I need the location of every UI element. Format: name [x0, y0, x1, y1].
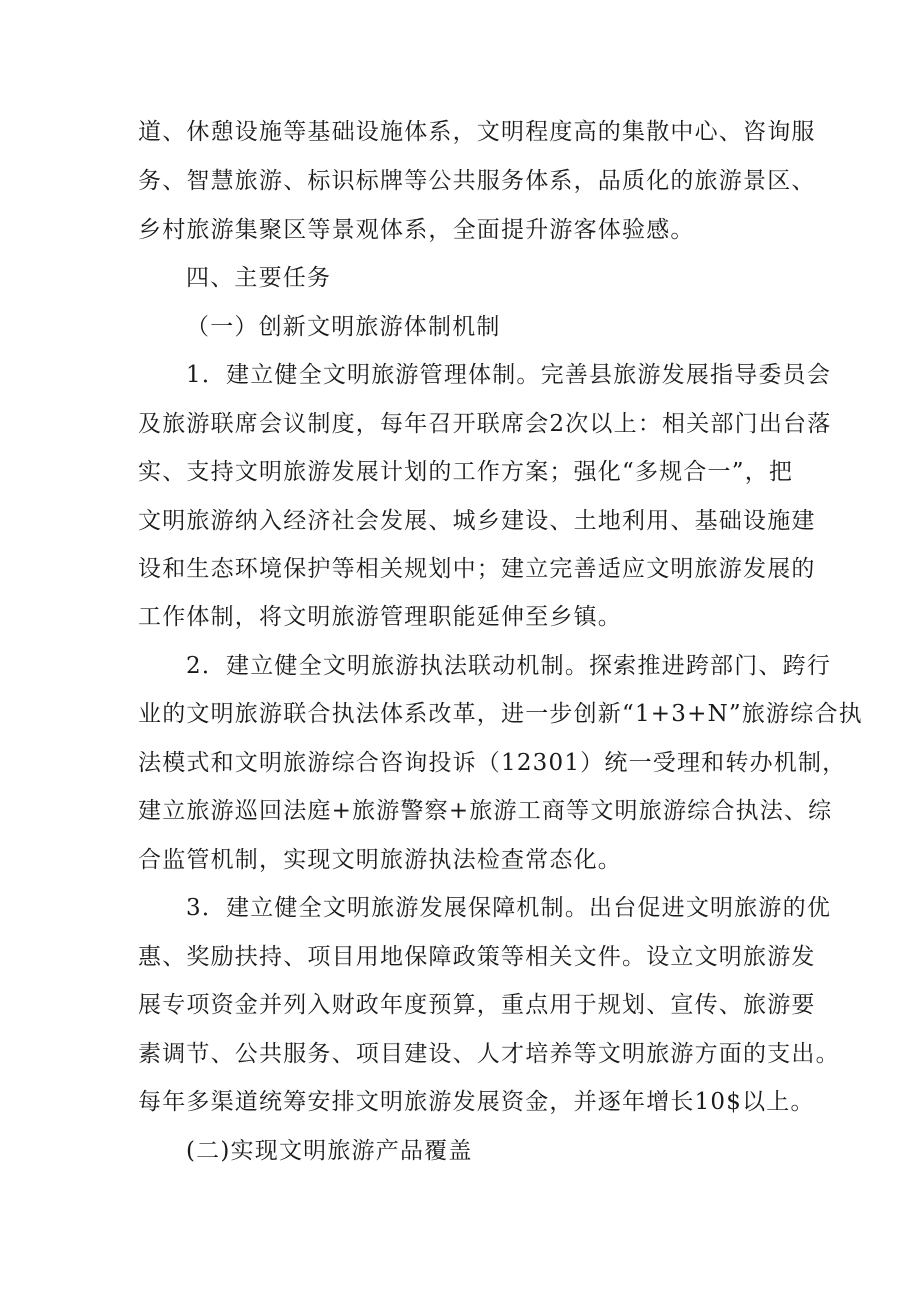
- paragraph-line: 文明旅游纳入经济社会发展、城乡建设、土地利用、基础设施建: [138, 508, 816, 534]
- paragraph-line: 1．建立健全文明旅游管理体制。完善县旅游发展指导委员会: [186, 362, 832, 388]
- paragraph-line: 及旅游联席会议制度，每年召开联席会2次以上：相关部门出台落: [138, 411, 832, 437]
- paragraph-line: 每年多渠道统筹安排文明旅游发展资金，并逐年增长10$以上。: [138, 1089, 815, 1115]
- paragraph-line: 合监管机制，实现文明旅游执法检查常态化。: [138, 847, 622, 873]
- paragraph-line: 惠、奖励扶持、项目用地保障政策等相关文件。设立文明旅游发: [138, 944, 816, 970]
- paragraph-line: 展专项资金并列入财政年度预算，重点用于规划、宣传、旅游要: [138, 992, 816, 1018]
- paragraph-line: 建立旅游巡回法庭+旅游警察+旅游工商等文明旅游综合执法、综: [138, 798, 833, 824]
- paragraph-line: 工作体制，将文明旅游管理职能延伸至乡镇。: [138, 604, 622, 630]
- paragraph-line: 道、休憩设施等基础设施体系，文明程度高的集散中心、咨询服: [138, 119, 816, 145]
- paragraph-line: 3．建立健全文明旅游发展保障机制。出台促进文明旅游的优: [186, 895, 832, 921]
- paragraph-line: 2．建立健全文明旅游执法联动机制。探索推进跨部门、跨行: [186, 653, 832, 679]
- paragraph-line: 实、支持文明旅游发展计划的工作方案；强化“多规合一”，把: [138, 459, 794, 485]
- section-heading: 四、主要任务: [186, 265, 332, 291]
- paragraph-line: 素调节、公共服务、项目建设、人才培养等文明旅游方面的支出。: [138, 1041, 840, 1067]
- paragraph-line: 设和生态环境保护等相关规划中；建立完善适应文明旅游发展的: [138, 556, 816, 582]
- subsection-heading: (二)实现文明旅游产品覆盖: [186, 1138, 473, 1164]
- paragraph-line: 业的文明旅游联合执法体系改革，进一步创新“1+3+N”旅游综合执: [138, 701, 863, 727]
- paragraph-line: 务、智慧旅游、标识标牌等公共服务体系，品质化的旅游景区、: [138, 168, 816, 194]
- paragraph-line: 法模式和文明旅游综合咨询投诉（12301）统一受理和转办机制，: [138, 750, 847, 776]
- paragraph-line: 乡村旅游集聚区等景观体系，全面提升游客体验感。: [138, 217, 695, 243]
- subsection-heading: （一）创新文明旅游体制机制: [186, 314, 501, 340]
